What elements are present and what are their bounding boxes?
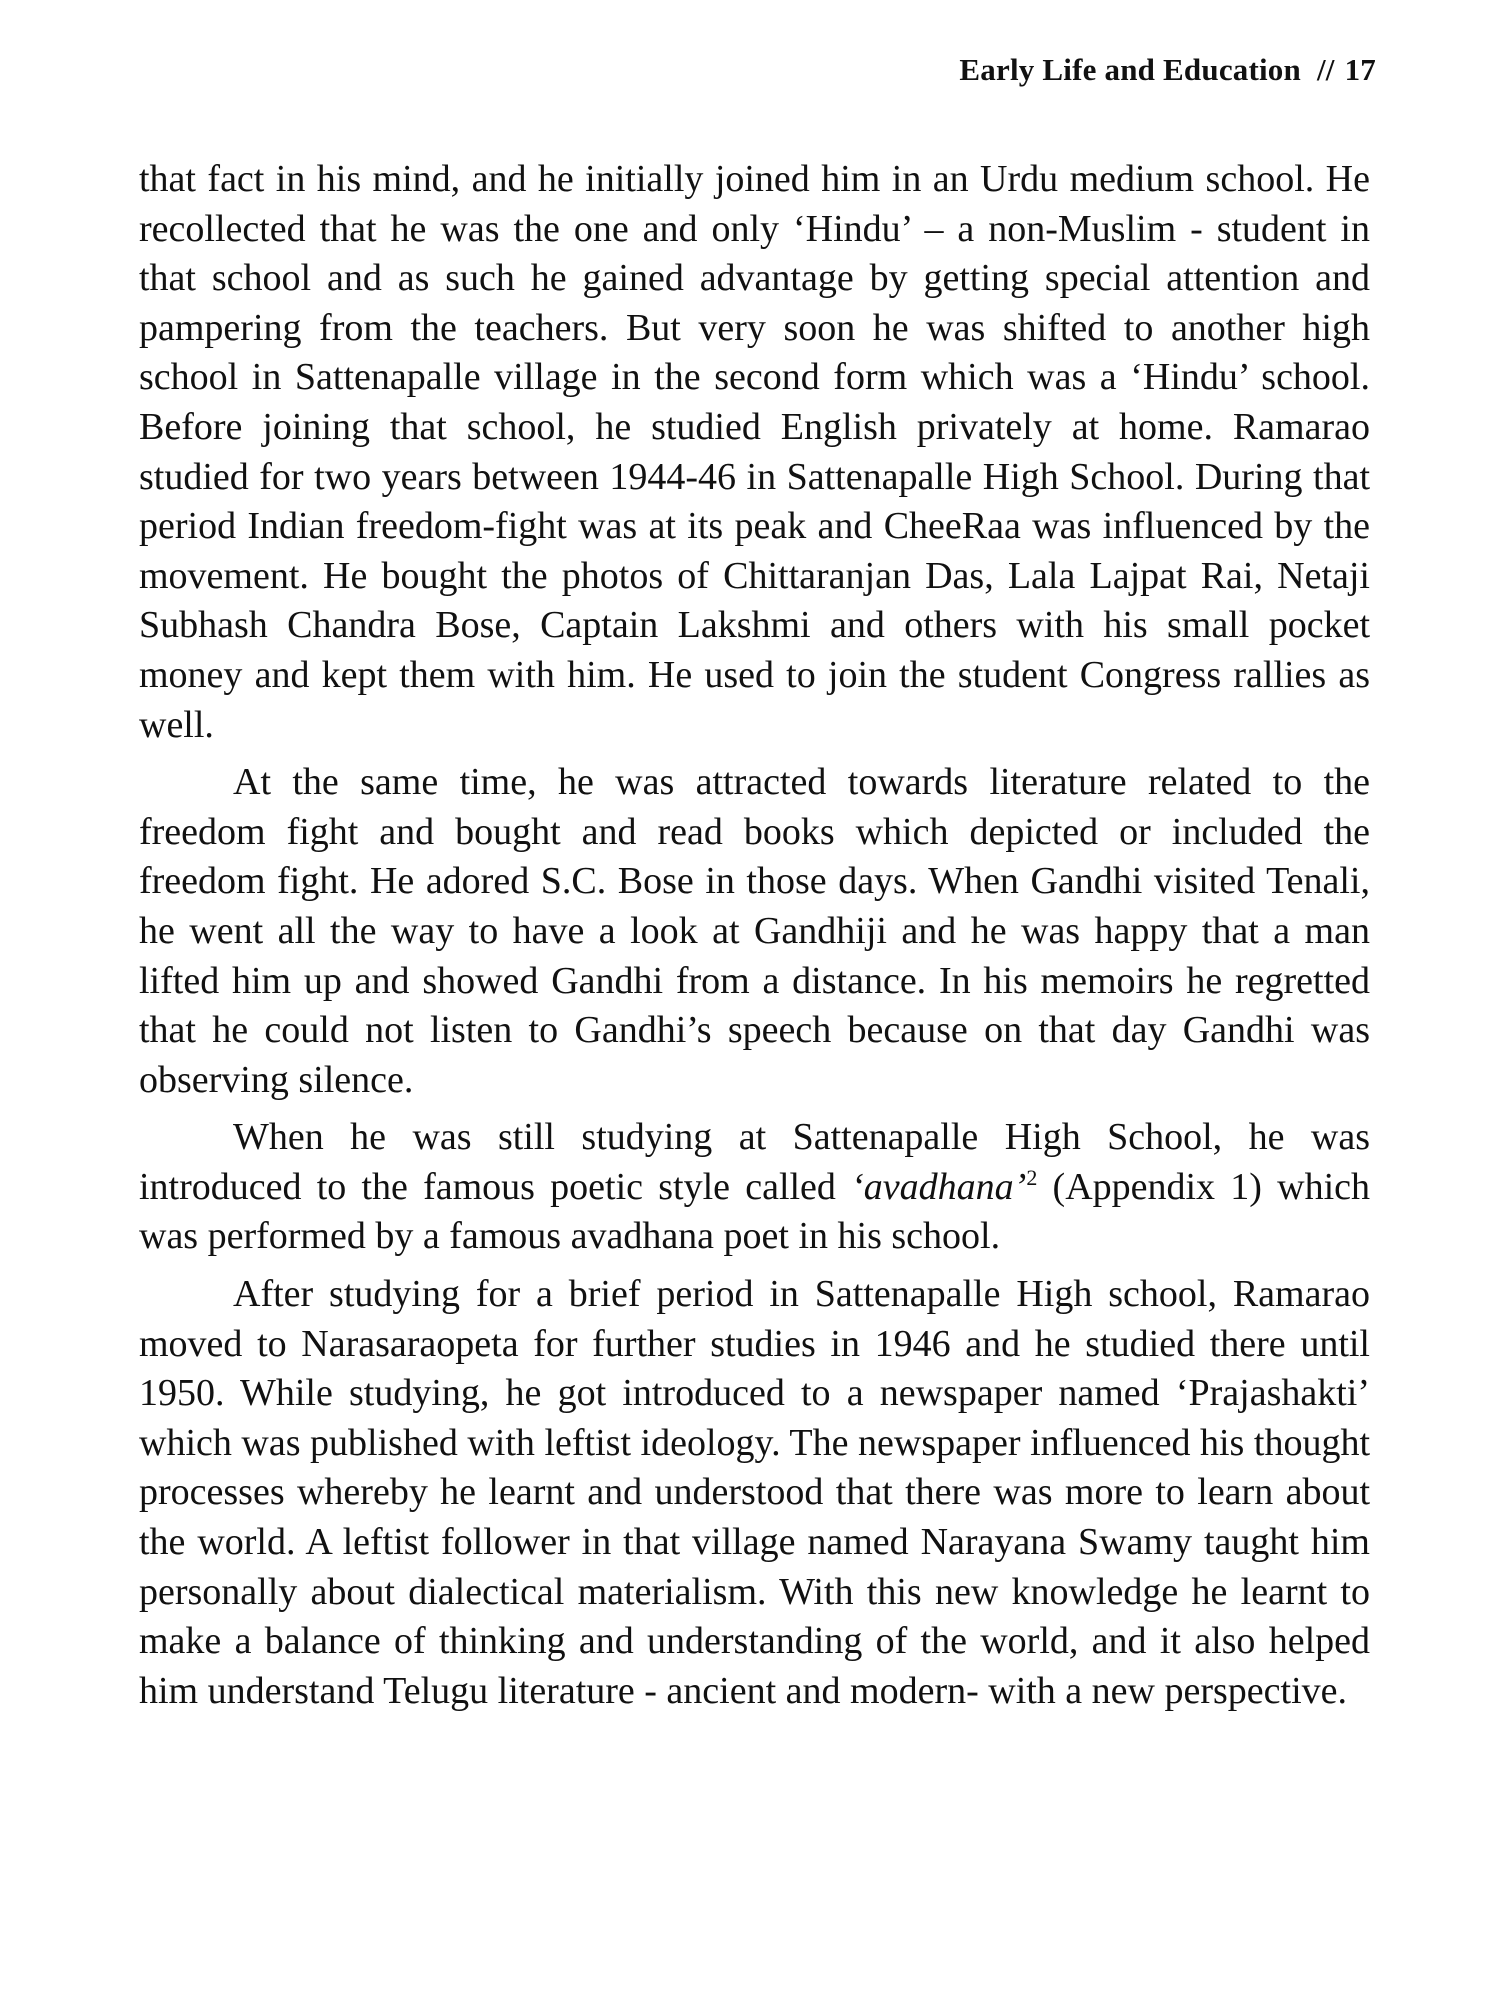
body-text <box>139 155 1370 1724</box>
avadhana-term: ‘avadhana’ <box>851 1165 1027 1208</box>
page-number: 17 <box>1344 52 1376 87</box>
chapter-title: Early Life and Education <box>959 52 1301 87</box>
paragraph-4: After studying for a brief period in Sattenapalle High school, Ramarao moved to Narasaraopeta for further studies in 1946 and he studied there until 1950. While studying, he got introduced to a newspaper named ‘Prajashakti’ which was published with leftist ideology. The newspaper influenced his thought processes whereby he learnt and understood that there was more to learn about the world. A leftist follower in that village named Narayana Swamy taught him personally about dialectical materialism. With this new knowledge he learnt to make a balance of thinking and understanding of the world, and it also helped him understand Telugu literature - ancient and modern- with a new perspective. <box>139 1273 1370 1712</box>
footnote-reference: 2 <box>1026 1164 1038 1190</box>
paragraph-2: At the same time, he was attracted towards literature related to the freedom fight and bought and read books which depicted or included the freedom fight. He adored S.C. Bose in those days. When Gandhi visited Tenali, he went all the way to have a look at Gandhiji and he was happy that a man lifted him up and showed Gandhi from a distance. In his memoirs he regretted that he could not listen to Gandhi’s speech because on that day Gandhi was observing silence. <box>139 761 1370 1101</box>
paragraph-1: that fact in his mind, and he initially joined him in an Urdu medium school. He recollected that he was the one and only ‘Hindu’ – a non-Muslim - student in that school and as such he gained advantage by getting special attention and pampering from the teachers. But very soon he was shifted to another high school in Sattenapalle village in the second form which was a ‘Hindu’ school. Before joining that school, he studied English privately at home. Ramarao studied for two years between 1944-46 in Sattenapalle High School. During that period Indian freedom-fight was at its peak and CheeRaa was influenced by the movement. He bought the photos of Chittaranjan Das, Lala Lajpat Rai, Netaji Subhash Chandra Bose, Captain Lakshmi and others with his small pocket money and kept them with him. He used to join the student Congress rallies as well. <box>139 158 1370 746</box>
paragraph-3-text-end: (Appendix 1) which was performed by a famous avadhana poet in his school. <box>139 1165 1370 1258</box>
running-header <box>959 52 1376 88</box>
header-separator: // <box>1316 52 1335 87</box>
paragraph-3-text-start: When he was still studying at Sattenapalle High School, he was introduced to the famous poetic style called <box>139 1116 1370 1208</box>
paragraph-3 <box>139 1113 1370 1262</box>
